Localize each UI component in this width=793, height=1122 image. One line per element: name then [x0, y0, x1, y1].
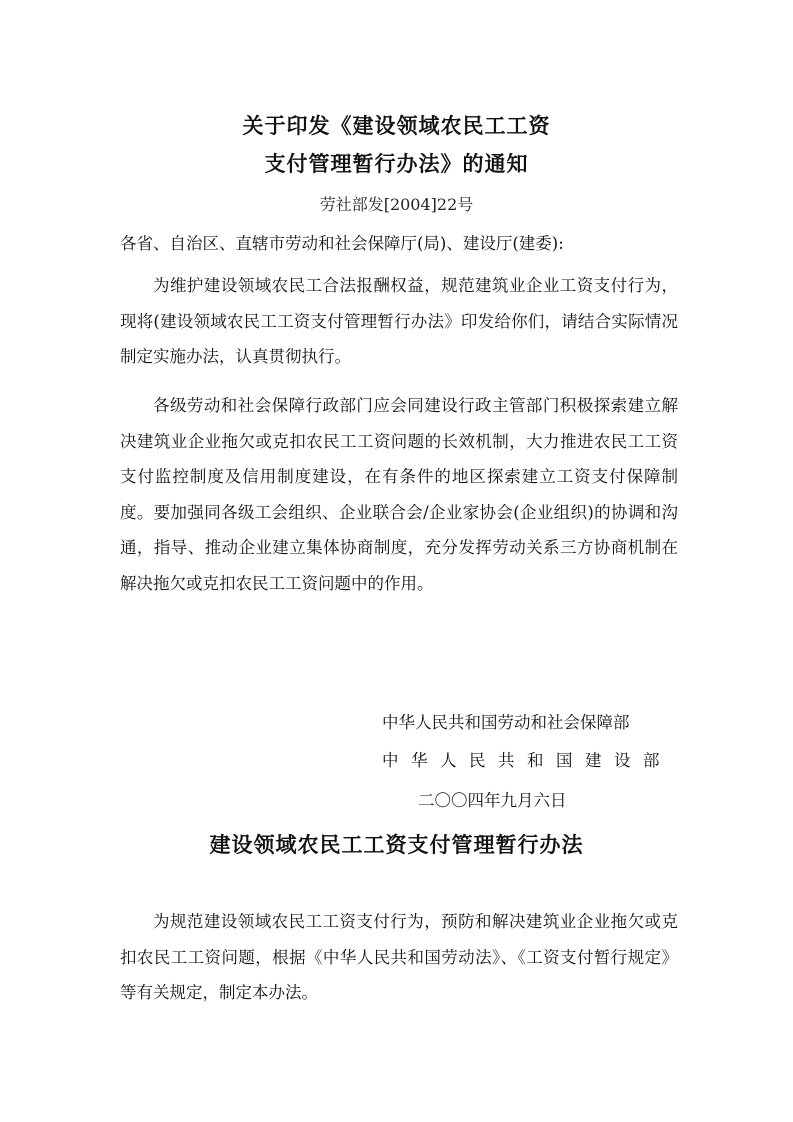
- measures-title: 建设领域农民工工资支付管理暂行办法: [209, 832, 584, 857]
- document-number: 劳社部发[2004]22号: [319, 195, 474, 214]
- notice-title-line2: 支付管理暂行办法》的通知: [264, 151, 529, 176]
- measures-paragraph-1: 为规范建设领域农民工工资支付行为，预防和解决建筑业企业拖欠或克扣农民工工资问题，根据《中华人民共和国劳动法》、《工资支付暂行规定》等有关规定，制定本办法。: [120, 912, 678, 1002]
- notice-title-line1: 关于印发《建设领域农民工工资: [242, 113, 551, 138]
- signatory-labor-ministry: 中华人民共和国劳动和社会保障部: [382, 713, 630, 732]
- notice-paragraph-2: 各级劳动和社会保障行政部门应会同建设行政主管部门积极探索建立解决建筑业企业拖欠或克扣农民工工资问题的长效机制，大力推进农民工工资支付监控制度及信用制度建设，在有条件的地区探索建立工资支付保障制度。要加强同各级工会组织、企业联合会/企业家协会(企业组织)的协调和沟通，指导、推动企业建立集体协商制度，充分发挥劳动关系三方协商机制在解决拖欠或克扣农民工工资问题中的作用。: [120, 396, 678, 593]
- salutation: 各省、自治区、直辖市劳动和社会保障厅(局)、建设厅(建委):: [120, 234, 564, 253]
- issue-date: 二〇〇四年九月六日: [418, 791, 567, 810]
- signatory-construction-ministry: 中华人民共和国建设部: [382, 751, 672, 770]
- notice-paragraph-1: 为维护建设领域农民工合法报酬权益，规范建筑业企业工资支付行为，现将(建设领域农民工工资支付管理暂行办法》印发给你们，请结合实际情况制定实施办法，认真贯彻执行。: [120, 276, 678, 366]
